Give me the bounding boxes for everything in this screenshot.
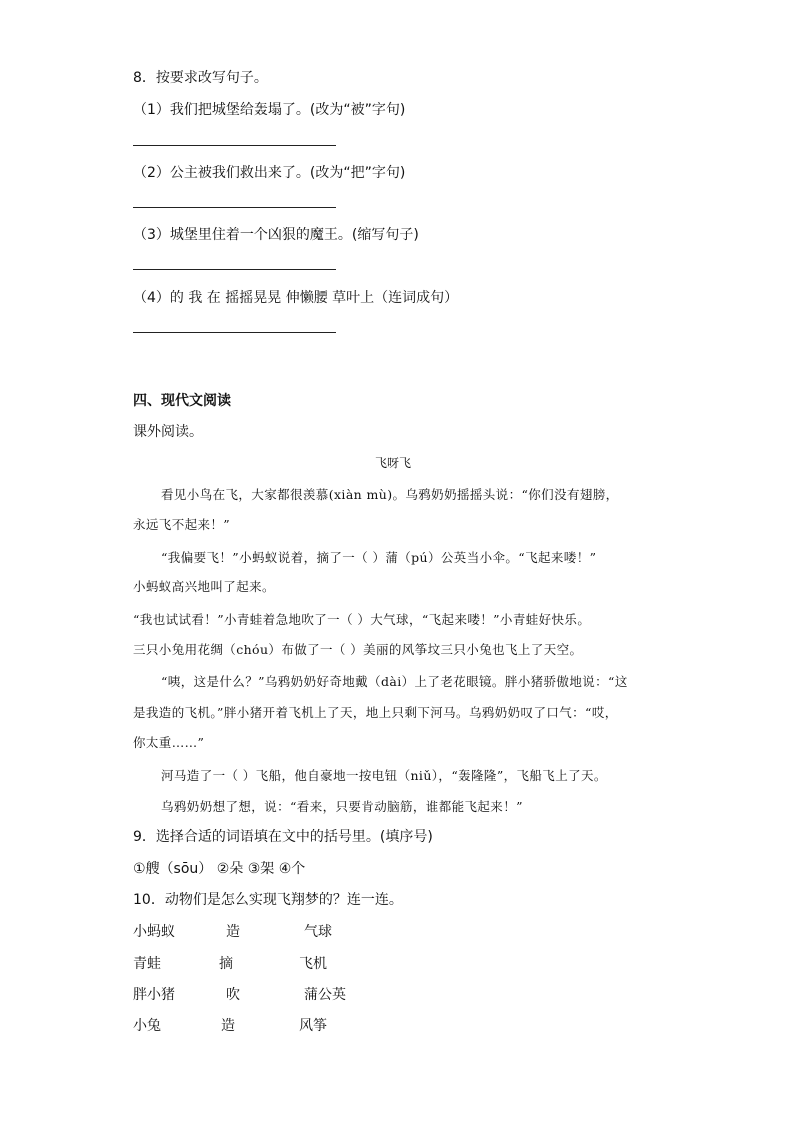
match-object[interactable]: 蒲公英 (304, 987, 346, 1003)
q8-item-4: （4）的 我 在 摇摇晃晃 伸懒腰 草叶上（连词成句） (133, 290, 459, 306)
match-verb[interactable]: 摘 (219, 956, 233, 972)
match-animal[interactable]: 小兔 (133, 1018, 161, 1034)
answer-line-1[interactable] (133, 145, 336, 146)
match-animal[interactable]: 胖小猪 (133, 987, 175, 1003)
story-line: 永远飞不起来！” (133, 517, 231, 532)
q9-options: ①艘（sōu） ②朵 ③架 ④个 (133, 861, 306, 877)
match-animal[interactable]: 青蛙 (133, 956, 161, 972)
match-object[interactable]: 气球 (304, 924, 332, 940)
q8-item-2: （2）公主被我们救出来了。(改为“把”字句) (133, 165, 406, 181)
story-line: 河马造了一（ ）飞船，他自豪地一按电钮（niǔ），“轰隆隆”，飞船飞上了天。 (161, 768, 607, 783)
story-line: 看见小鸟在飞，大家都很羡慕(xiàn mù)。乌鸦奶奶摇摇头说：“你们没有翅膀， (161, 487, 619, 502)
match-animal[interactable]: 小蚂蚁 (133, 924, 175, 940)
q10-title: 10．动物们是怎么实现飞翔梦的？连一连。 (133, 892, 403, 908)
story-line: “我偏要飞！”小蚂蚁说着，摘了一（ ）蒲（pú）公英当小伞。“飞起来喽！” (161, 550, 597, 565)
section-heading: 四、现代文阅读 (133, 393, 231, 409)
story-line: 是我造的飞机。”胖小猪开着飞机上了天，地上只剩下河马。乌鸦奶奶叹了口气：“哎， (133, 705, 618, 720)
q8-item-1: （1）我们把城堡给轰塌了。(改为“被”字句) (133, 102, 406, 118)
answer-line-4[interactable] (133, 332, 336, 333)
story-line: “我也试试看！”小青蛙着急地吹了一（ ）大气球，“飞起来喽！”小青蛙好快乐。 (133, 612, 591, 627)
story-title: 飞呀飞 (375, 456, 412, 470)
story-line: 乌鸦奶奶想了想，说：“看来，只要肯动脑筋，谁都能飞起来！” (161, 799, 523, 814)
story-line: 三只小兔用花绸（chóu）布做了一（ ）美丽的风筝坟三只小兔也飞上了天空。 (133, 642, 583, 657)
story-line: 小蚂蚁高兴地叫了起来。 (133, 579, 275, 594)
answer-line-3[interactable] (133, 269, 336, 270)
section-subheading: 课外阅读。 (133, 424, 203, 440)
q8-title: 8．按要求改写句子。 (133, 70, 268, 86)
match-verb[interactable]: 吹 (226, 987, 240, 1003)
match-object[interactable]: 飞机 (299, 956, 327, 972)
story-line: 你太重……” (133, 735, 205, 750)
story-line: “咦，这是什么？”乌鸦奶奶好奇地戴（dài）上了老花眼镜。胖小猪骄傲地说：“这 (161, 674, 628, 689)
match-object[interactable]: 风筝 (299, 1018, 327, 1034)
q9-title: 9．选择合适的词语填在文中的括号里。(填序号) (133, 829, 433, 845)
match-verb[interactable]: 造 (221, 1018, 235, 1034)
q8-item-3: （3）城堡里住着一个凶狠的魔王。(缩写句子) (133, 227, 419, 243)
match-verb[interactable]: 造 (226, 924, 240, 940)
answer-line-2[interactable] (133, 207, 336, 208)
